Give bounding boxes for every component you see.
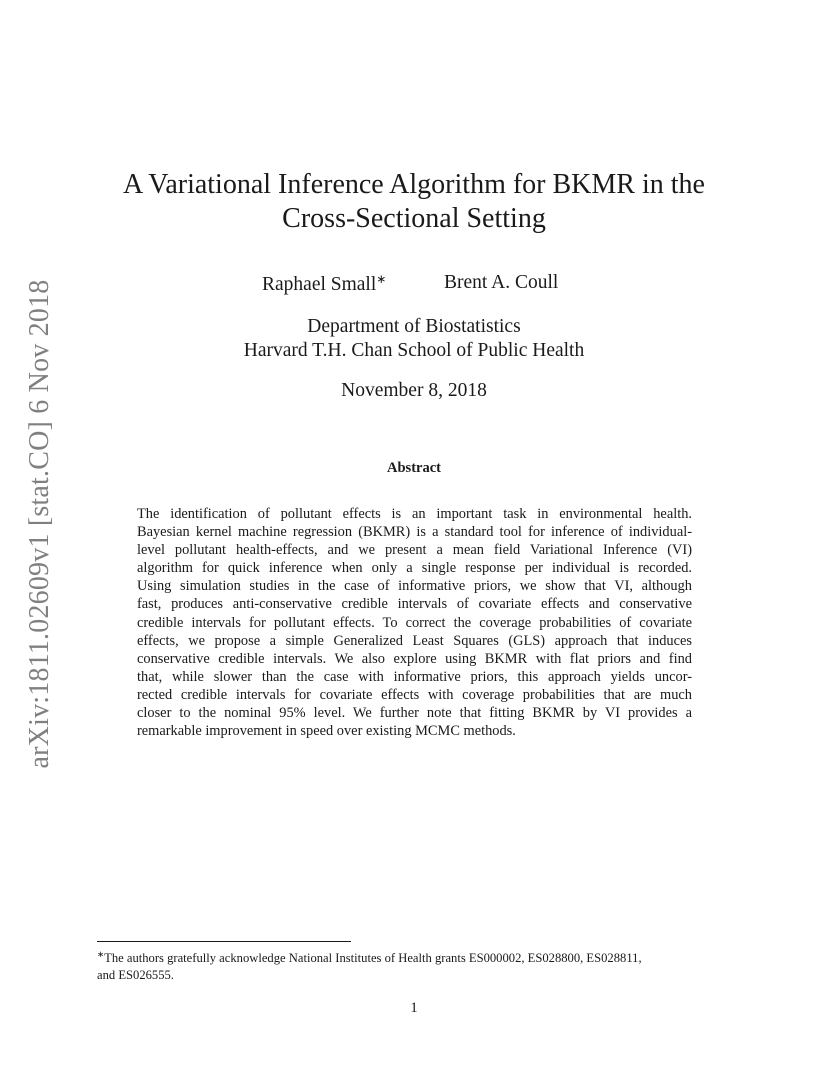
abstract-line: The identification of pollutant effects is an important task in environmental health. [137, 506, 692, 522]
affiliation-school: Harvard T.H. Chan School of Public Health [243, 340, 585, 361]
abstract-line: closer to the nominal 95% level. We further note that fitting BKMR by VI provides a [137, 705, 692, 722]
abstract-heading: Abstract [387, 460, 441, 476]
abstract-line: credible intervals for pollutant effects. To correct the coverage probabilities of covariate [137, 614, 692, 631]
page-number: 1 [410, 1000, 418, 1016]
abstract-line: level pollutant health-effects, and we present a mean field Variational Inference (VI) [137, 542, 692, 559]
abstract-line: effects, we propose a simple Generalized Least Squares (GLS) approach that induces [137, 632, 692, 649]
abstract-line: Using simulation studies in the case of informative priors, we show that VI, although [137, 578, 692, 595]
footnote-mark: ∗ [97, 949, 105, 959]
arxiv-identifier-text: arXiv:1811.02609v1 [stat.CO] 6 Nov 2018 [24, 279, 55, 769]
affiliation-department: Department of Biostatistics [307, 316, 521, 337]
abstract-line: rected credible intervals for covariate effects with coverage probabilities that are much [137, 686, 692, 703]
abstract-line: Bayesian kernel machine regression (BKMR) is a standard tool for inference of individual- [137, 524, 692, 541]
footnote-text-1: The authors gratefully acknowledge National Institutes of Health grants ES000002, ES028800, ES028811, [104, 951, 642, 965]
title-line-2: Cross-Sectional Setting [282, 203, 546, 234]
abstract-line: that, while slower than the case with informative priors, this approach yields uncor- [137, 668, 692, 685]
abstract-line: algorithm for quick inference when only a single response per individual is recorded. [137, 560, 692, 577]
publication-date: November 8, 2018 [341, 380, 487, 401]
author-second: Brent A. Coull [444, 272, 559, 293]
abstract-line: fast, produces anti-conservative credible intervals of covariate effects and conservative [137, 596, 692, 613]
footnote-divider [97, 941, 351, 942]
title-line-1: A Variational Inference Algorithm for BKMR in the [123, 169, 705, 200]
abstract-body [137, 505, 692, 740]
affiliation [0, 315, 828, 363]
footnote-line-1 [97, 946, 731, 967]
footnote [97, 946, 731, 984]
footnote-line-2: and ES026555. [97, 968, 174, 982]
abstract-line: remarkable improvement in speed over existing MCMC methods. [137, 723, 516, 740]
author-first-name: Raphael Small [262, 274, 377, 295]
author-first [262, 272, 386, 296]
author-footnote-mark: ∗ [376, 272, 387, 286]
abstract-line: conservative credible intervals. We also explore using BKMR with flat priors and find [137, 650, 692, 667]
paper-title [0, 168, 828, 236]
